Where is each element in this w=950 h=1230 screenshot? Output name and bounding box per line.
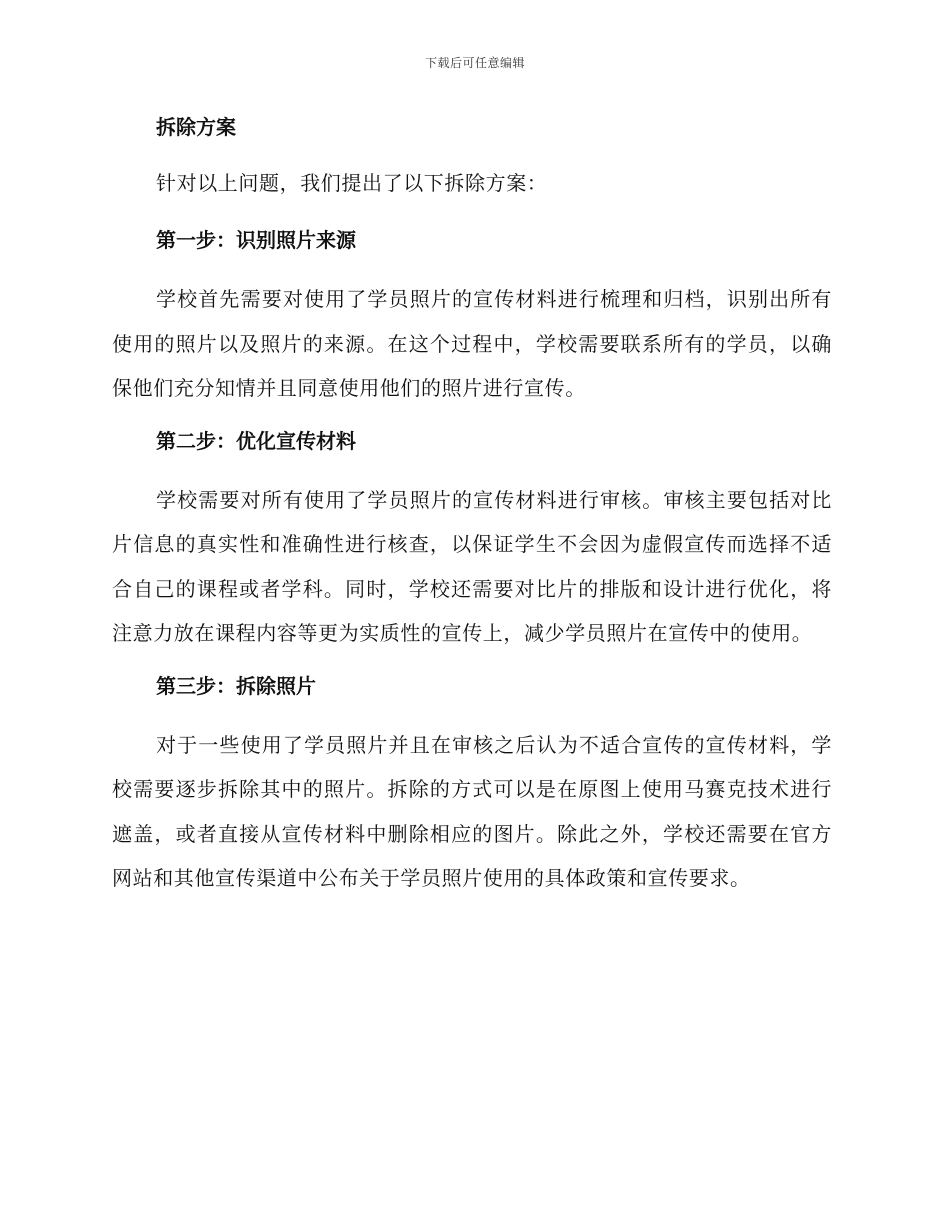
page-header: 下载后可任意编辑: [424, 56, 525, 70]
step-2-heading: 第二步：优化宣传材料: [156, 428, 356, 453]
step-1-heading: 第一步：识别照片来源: [156, 228, 356, 252]
intro-paragraph: 针对以上问题，我们提出了以下拆除方案：: [156, 171, 548, 195]
document-body: [112, 112, 832, 911]
step-3-heading: 第三步：拆除照片: [156, 673, 316, 698]
step-3-paragraph: 对于一些使用了学员照片并且在审核之后认为不适合宣传的宣传材料，学校需要逐步拆除其中的照片。拆除的方式可以是在原图上使用马赛克技术进行遮盖，或者直接从宣传材料中删除相应的图片。除此之外，学校还需要在官方网站和其他宣传渠道中公布关于学员照片使用的具体政策和宣传要求。: [112, 732, 832, 890]
document-title: 拆除方案: [156, 115, 236, 139]
step-1-paragraph: 学校首先需要对使用了学员照片的宣传材料进行梳理和归档，识别出所有使用的照片以及照片的来源。在这个过程中，学校需要联系所有的学员，以确保他们充分知情并且同意使用他们的照片进行宣传。: [112, 287, 832, 400]
step-2-paragraph: 学校需要对所有使用了学员照片的宣传材料进行审核。审核主要包括对比片信息的真实性和准确性进行核查，以保证学生不会因为虚假宣传而选择不适合自己的课程或者学科。同时，学校还需要对比片的排版和设计进行优化，将注意力放在课程内容等更为实质性的宣传上，减少学员照片在宣传中的使用。: [112, 487, 832, 645]
